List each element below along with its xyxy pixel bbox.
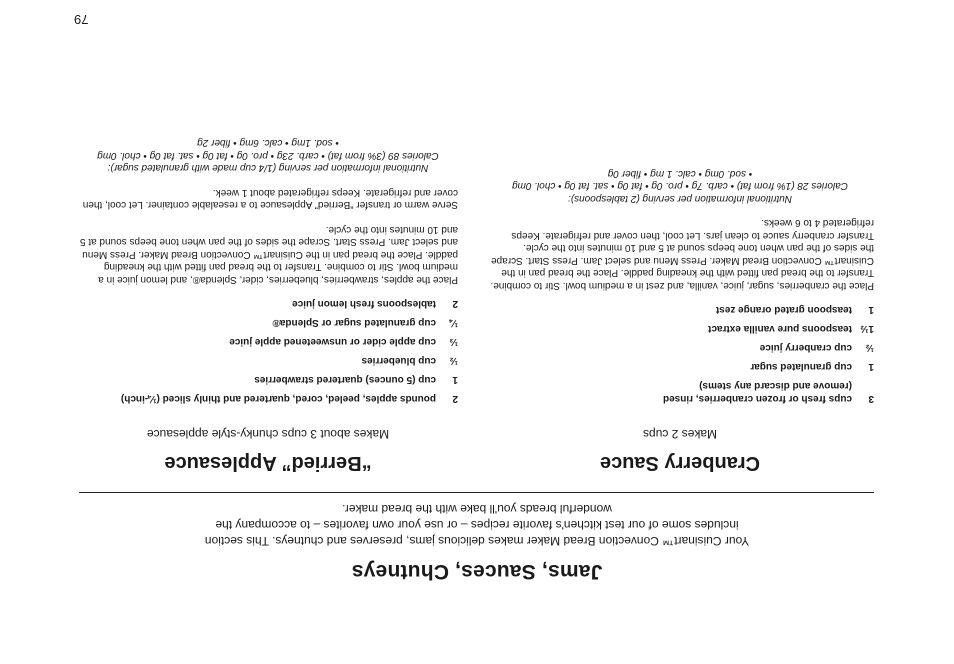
nutrition-heading: Nutritional information per serving (1/4 cup made with granulated sugar): [107,162,429,174]
section-intro: Your Cuisinart™ Convection Bread Maker makes delicious jams, preserves and chutneys. This section includes some of our test kitchen's favorite recipes – or use your own favorites – to accompany the wonderful breads you'll bake with the bread maker. [204,502,750,548]
ingredient-text: cups fresh or frozen cranberries, rinsed (remove and discard any stems) [663,380,852,404]
ingredient-text: tablespoons fresh lemon juice [292,298,436,309]
ingredient-qty: 2 [452,393,458,404]
ingredient-item [78,392,458,405]
section-title: Jams, Sauces, Chutneys [351,560,603,583]
ingredient-item [486,341,874,354]
ingredient-text: cup cranberry juice [759,342,852,353]
ingredient-text: cup granulated sugar or Splenda® [272,317,436,328]
nutrition-heading: Nutritional information per serving (2 tablespoons): [568,193,792,204]
ingredient-list [486,303,874,405]
nutrition-info [78,136,458,174]
recipe-cranberry-sauce [486,167,874,475]
recipe-directions: Place the cranberries, sugar, juice, vanilla, and zest in a medium bowl. Stir to combine. Transfer to the bread pan fitted with the kneading paddle. Place the bread pan in the Cuisinart™ Convection Bread Maker. Press Menu and select Jam. Press Start. Scrape the sides of the pan when tone beeps sound at 5 and 10 minutes into the cycle. Transfer cranberry sauce to clean jars. Let cool, then cover and refrigerate. Keeps refrigerated 4 to 6 weeks. [490,217,874,291]
nutrition-values-cont: • sod. 0mg • calc. 1 mg • fiber 0g [607,168,753,179]
recipe-title: “Berried” Applesauce [164,452,372,474]
ingredient-list [78,297,458,405]
ingredient-item [78,354,458,367]
ingredient-item [486,379,874,405]
recipe-yield: Makes 2 cups [642,427,718,441]
ingredient-text: teaspoon grated orange zest [715,304,852,315]
recipe-yield: Makes about 3 cups chunky-style applesauce [146,427,390,441]
ingredient-item [78,373,458,386]
ingredient-text: teaspoons pure vanilla extract [708,323,852,334]
ingredient-qty: 1 [452,374,458,385]
ingredient-item [486,360,874,373]
nutrition-values-cont: • sod. 1mg • calc. 6mg • fiber 2g [197,137,339,149]
ingredient-qty: 1 [868,361,874,372]
ingredient-item [78,335,458,348]
divider-rule [79,492,874,493]
ingredient-qty: 3 [868,393,874,404]
ingredient-item [78,297,458,310]
recipe-berried-applesauce [78,136,458,474]
nutrition-values: Calories 28 (1% from fat) • carb. 7g • pro. 0g • fat 0g • sat. fat 0g • chol. 0mg [512,180,848,192]
ingredient-text: cup blueberries [361,355,436,366]
ingredient-qty: ½ [449,355,458,366]
recipe-title: Cranberry Sauce [599,452,761,474]
nutrition-values: Calories 89 (3% from fat) • carb. 23g • pro. 0g • fat 0g • sat. fat 0g • chol. 0mg [97,150,439,161]
recipe-serving-note: Serve warm or transfer “Berried” Applesauce to a resealable container. Let cool, then cover and refrigerate. Keeps refrigerated about 1 week. [82,187,458,211]
nutrition-info [486,167,874,205]
ingredient-qty: ¼ [449,317,458,328]
ingredient-text: cup granulated sugar [750,361,852,372]
ingredient-text: cup apple cider or unsweetened apple juice [229,336,436,347]
page-number: 79 [74,12,89,27]
ingredient-qty: 2 [452,298,458,309]
ingredient-item [486,303,874,316]
ingredient-text: pounds apples, peeled, cored, quartered and thinly sliced (¼-inch) [120,393,436,404]
ingredient-qty: 1 [868,304,874,315]
ingredient-qty: ½ [865,342,874,353]
recipe-directions: Place the apples, strawberries, blueberries, cider, Splenda®, and lemon juice in a medium bowl. Stir to combine. Transfer to the bread pan fitted with the kneading paddle. Place the bread pan in the Cuisinart™ Convection Bread Maker. Press Menu and select Jam. Press Start. Scrape the sides of the pan when tone beeps sound at 5 and 10 minutes into the cycle. [79,224,458,285]
ingredient-qty: ⅓ [449,336,458,347]
ingredient-qty: 1½ [860,323,874,334]
ingredient-item [78,316,458,329]
ingredient-text: cup (5 ounces) quartered strawberries [254,374,436,385]
ingredient-item [486,322,874,335]
